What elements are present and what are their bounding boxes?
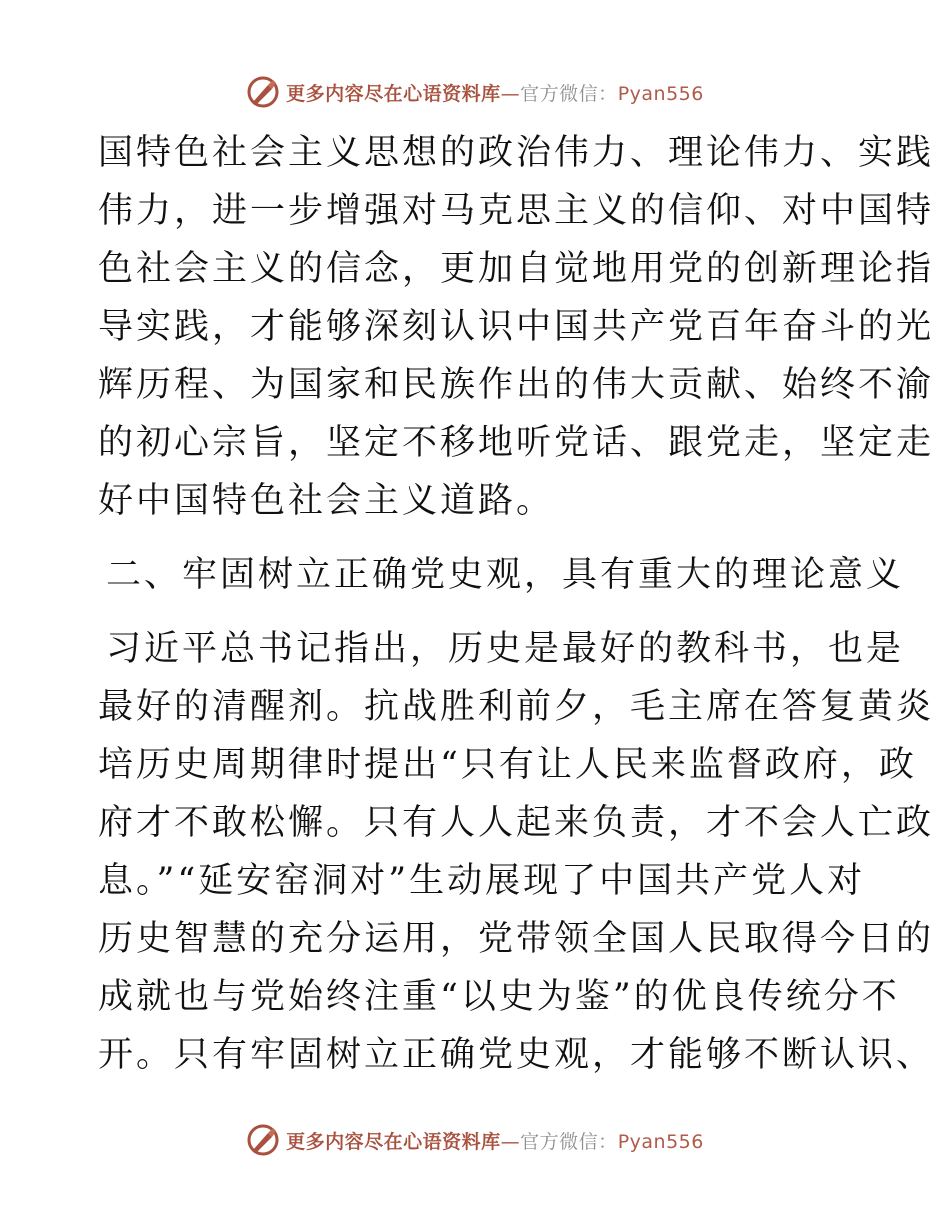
- banner-separator: —: [500, 1130, 521, 1153]
- text-line: 成就也与党始终注重“以史为鉴”的优良传统分不: [98, 977, 900, 1017]
- banner-wechat-label: 官方微信：: [520, 1130, 618, 1153]
- pen-nib-icon: [246, 1123, 280, 1157]
- banner-site-name: 更多内容尽在心语资料库: [286, 1130, 501, 1153]
- text-line: 的初心宗旨，坚定不移地听党话、跟党走，坚定走: [98, 423, 935, 463]
- paragraph-gap: [98, 530, 858, 546]
- text-line: 开。只有牢固树立正确党史观，才能够不断认识、: [98, 1035, 935, 1075]
- banner-wechat-label: 官方微信：: [520, 82, 618, 105]
- text-line: 好中国特色社会主义道路。: [98, 481, 555, 521]
- text-line: 培历史周期律时提出“只有让人民来监督政府，政: [98, 745, 917, 785]
- banner-separator: —: [500, 82, 521, 105]
- text-line: 最好的清醒剂。抗战胜利前夕，毛主席在答复黄炎: [98, 687, 935, 727]
- text-line: 历史智慧的充分运用，党带领全国人民取得今日的: [98, 919, 935, 959]
- banner-site-name: 更多内容尽在心语资料库: [286, 82, 501, 105]
- text-line: 国特色社会主义思想的政治伟力、理论伟力、实践: [98, 133, 935, 173]
- text-line: 习近平总书记指出，历史是最好的教科书，也是: [106, 629, 905, 669]
- text-line: 色社会主义的信念，更加自觉地用党的创新理论指: [98, 249, 935, 289]
- paragraph-1: [98, 124, 935, 530]
- footer-banner: [0, 1120, 950, 1160]
- text-line: 导实践，才能够深刻认识中国共产党百年奋斗的光: [98, 307, 935, 347]
- paragraph-2: [98, 620, 935, 1084]
- banner-wechat-id: Pyan556: [617, 82, 704, 105]
- paragraph-gap: [98, 604, 858, 620]
- header-banner: [0, 72, 950, 112]
- banner-wechat-id: Pyan556: [617, 1130, 704, 1153]
- pen-nib-icon: [246, 75, 280, 109]
- banner-text: [286, 1127, 704, 1154]
- text-line: 息。”“延安窑洞对”生动展现了中国共产党人对: [98, 861, 866, 901]
- banner-text: [286, 79, 704, 106]
- text-line: 辉历程、为国家和民族作出的伟大贡献、始终不渝: [98, 365, 935, 405]
- document-body: [98, 124, 935, 1084]
- text-line: 伟力，进一步增强对马克思主义的信仰、对中国特: [98, 191, 935, 231]
- text-line: 府才不敢松懈。只有人人起来负责，才不会人亡政: [98, 803, 935, 843]
- section-heading: 二、牢固树立正确党史观，具有重大的理论意义: [106, 555, 905, 595]
